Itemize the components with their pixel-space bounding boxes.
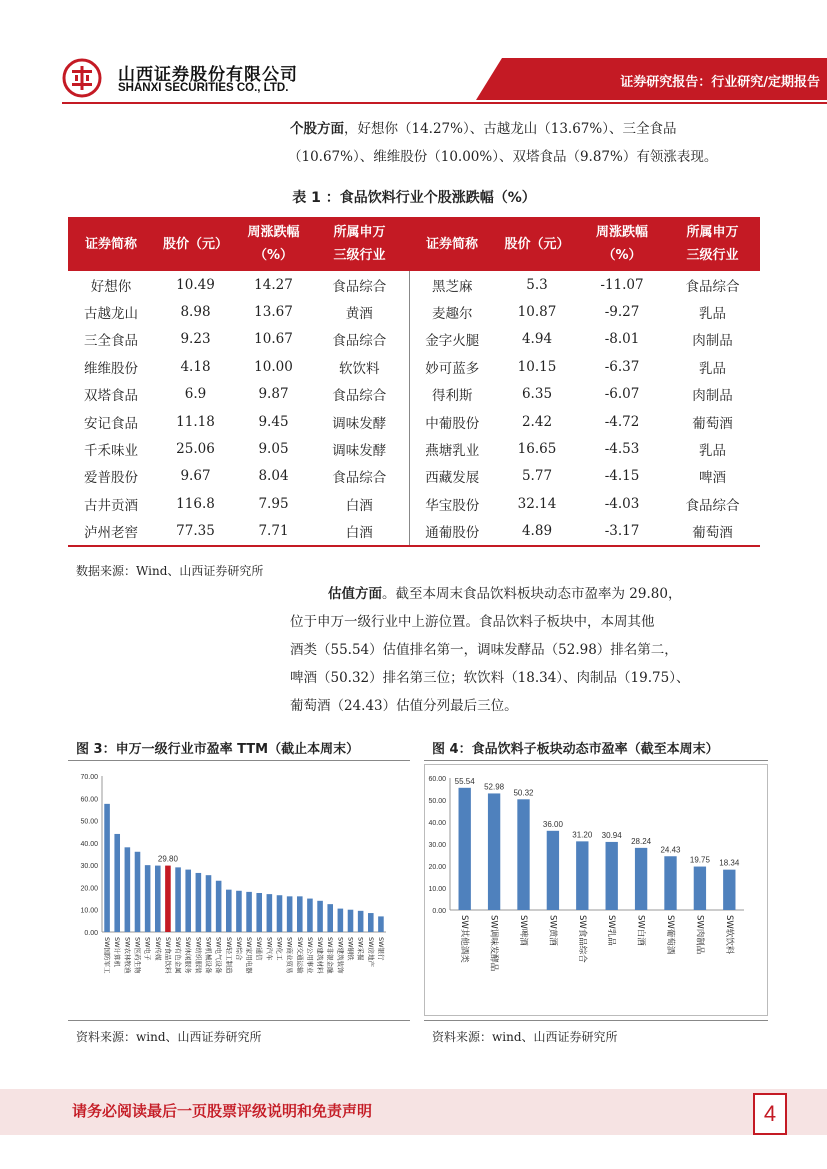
- table-cell: -6.07: [604, 386, 640, 403]
- chart-bar: [256, 893, 262, 932]
- category-label: SW建筑装饰: [336, 937, 345, 974]
- table-cell: 10.67: [254, 331, 293, 348]
- table-cell: 32.14: [517, 495, 557, 512]
- chart-bar: [236, 891, 242, 932]
- table-cell: 三全食品: [84, 333, 138, 350]
- category-label: SW通信: [255, 937, 264, 961]
- table-header-row: [68, 217, 760, 271]
- chart-bar: [297, 896, 303, 932]
- category-label: SW有色金属: [174, 937, 183, 974]
- category-label: SW非银金融: [326, 937, 335, 974]
- figure4-top-rule: [424, 760, 768, 761]
- chart-bar: [635, 848, 647, 910]
- table-cell: 116.8: [176, 495, 215, 512]
- table-cell: 食品综合: [685, 278, 740, 295]
- category-label: SW银行: [376, 937, 385, 961]
- table-cell: -3.17: [579, 518, 665, 546]
- table-cell: 9.87: [258, 386, 289, 403]
- category-label: SW葡萄酒: [665, 915, 675, 955]
- data-label: 52.98: [484, 782, 505, 792]
- chart-bar: [723, 870, 735, 910]
- header-rule: [62, 102, 827, 104]
- table-cell: 华宝股份: [425, 497, 480, 514]
- category-label: SW化工: [275, 937, 284, 961]
- chart-bar: [358, 911, 364, 932]
- figure4-bottom-rule: [424, 1020, 768, 1021]
- y-tick-label: 60.00: [428, 776, 446, 783]
- chart-bar: [196, 873, 202, 932]
- table-cell: -4.03: [604, 495, 640, 512]
- stock-paragraph: 个股方面，好想你（14.27%）、古越龙山（13.67%）、三全食品 （10.67%）、维维股份（10.00%）、双塔食品（9.87%）有领涨表现。: [288, 121, 718, 165]
- table-source: 数据来源：Wind、山西证券研究所: [76, 564, 264, 578]
- category-label: SW食品饮料: [163, 937, 172, 974]
- stock-change-table: [68, 217, 760, 547]
- table-cell: 调味发酵: [310, 408, 409, 435]
- table-cell: 2.42: [521, 413, 553, 430]
- chart-bar: [317, 901, 323, 932]
- y-tick-label: 60.00: [80, 796, 98, 804]
- table-cell: 肉制品: [692, 388, 733, 405]
- category-label: SW计算机: [113, 937, 122, 968]
- table-header-cell: 周涨跌幅 （%）: [579, 217, 665, 271]
- chart-bar: [226, 890, 232, 932]
- table-cell: 中葡股份: [425, 415, 480, 432]
- table-cell: -4.72: [604, 413, 640, 430]
- category-label: SW纺织服装: [194, 937, 203, 974]
- table-header-cell: 所属申万 三级行业: [665, 217, 760, 271]
- table-cell: 古井贡酒: [84, 497, 138, 514]
- paragraph-lead: 估值方面: [328, 586, 382, 602]
- data-label: 19.75: [689, 855, 710, 865]
- chart-bar: [694, 867, 706, 910]
- chart-frame: [425, 765, 768, 1016]
- table-row: [68, 408, 760, 435]
- chart-bar: [547, 831, 559, 910]
- chart-bar: [155, 866, 161, 932]
- company-logo-icon: [62, 58, 102, 98]
- figure3-top-rule: [68, 760, 410, 761]
- table-cell: 8.98: [180, 304, 211, 321]
- category-label: SW乳品: [606, 915, 617, 946]
- table-cell: 食品综合: [685, 497, 740, 514]
- table-header-cell: 周涨跌幅 （%）: [237, 217, 310, 271]
- table-cell: -11.07: [600, 276, 644, 293]
- company-name-cn: 山西证券股份有限公司: [118, 65, 298, 85]
- chart-bar: [606, 842, 618, 910]
- y-tick-label: 30.00: [428, 842, 446, 849]
- chart-bar: [277, 895, 283, 932]
- category-label: SW医药生物: [133, 937, 142, 974]
- table-cell: 食品综合: [310, 326, 409, 353]
- category-label: SW机械设备: [204, 937, 213, 974]
- table-cell: 食品综合: [310, 463, 409, 490]
- figure3-bottom-rule: [68, 1020, 410, 1021]
- chart-bar: [576, 841, 588, 910]
- table-row: [68, 490, 760, 517]
- y-tick-label: 50.00: [80, 818, 98, 826]
- y-tick-label: 0.00: [84, 930, 98, 937]
- category-label: SW电气设备: [214, 937, 223, 974]
- table-cell: 16.65: [517, 441, 557, 458]
- table-header-cell: 股价（元）: [154, 217, 237, 271]
- chart-bar: [267, 894, 273, 932]
- table-cell: 古越龙山: [84, 306, 138, 323]
- table-cell: -6.37: [604, 358, 640, 375]
- y-tick-label: 50.00: [428, 798, 446, 805]
- chart-bar: [175, 867, 181, 932]
- y-tick-label: 10.00: [80, 907, 98, 915]
- table-cell: 软饮料: [310, 353, 409, 380]
- category-label: SW白酒: [635, 915, 646, 946]
- table-caption: 表 1 ：食品饮料行业个股涨跌幅（%）: [292, 190, 536, 206]
- table-header-cell: 股价（元）: [495, 217, 579, 271]
- table-cell: 白酒: [310, 490, 409, 517]
- category-label: SW休闲服务: [184, 937, 193, 974]
- category-label: SW商业贸易: [285, 937, 294, 974]
- chart-bar: [114, 834, 120, 932]
- table-cell: 14.27: [254, 276, 293, 293]
- table-cell: 黑芝麻: [432, 278, 473, 295]
- chart-bar: [517, 799, 529, 910]
- table-cell: 千禾味业: [84, 443, 138, 460]
- data-label: 24.43: [660, 845, 681, 855]
- table-cell: -4.15: [604, 468, 640, 485]
- category-label: SW黄酒: [547, 915, 558, 946]
- table-cell: 7.95: [258, 495, 289, 512]
- data-label: 50.32: [513, 788, 534, 798]
- table-cell: 6.9: [184, 386, 207, 403]
- chart-bar: [378, 916, 384, 932]
- table-cell: 啤酒: [699, 470, 726, 487]
- data-label: 29.80: [157, 854, 178, 864]
- figure3-title: 图 3：申万一级行业市盈率 TTM（截止本周末）: [76, 742, 360, 757]
- table-cell: 10.15: [517, 358, 557, 375]
- table-cell: 泸州老窖: [68, 518, 154, 546]
- table-cell: 10.00: [254, 358, 293, 375]
- table-row: [68, 326, 760, 353]
- table-cell: 葡萄酒: [692, 415, 733, 432]
- category-label: SW调味发酵品: [488, 915, 499, 972]
- y-tick-label: 40.00: [428, 820, 446, 827]
- table-header-cell: 所属申万 三级行业: [310, 217, 409, 271]
- table-cell: 燕塘乳业: [425, 443, 480, 460]
- table-cell: 9.05: [258, 441, 289, 458]
- category-label: SW啤酒: [518, 915, 528, 946]
- category-label: SW农林牧渔: [123, 937, 132, 974]
- company-name-en: SHANXI SECURITIES CO., LTD.: [118, 82, 289, 94]
- chart-bar: [327, 904, 333, 932]
- table-cell: 金字火腿: [425, 333, 480, 350]
- category-label: SW传媒: [153, 937, 162, 961]
- chart-bar: [165, 866, 171, 932]
- data-label: 28.24: [631, 836, 652, 846]
- table-cell: 通葡股份: [409, 518, 495, 546]
- y-tick-label: 30.00: [80, 863, 98, 871]
- figure3-source: 资料来源：wind、山西证券研究所: [76, 1030, 262, 1044]
- category-label: SW房地产: [366, 937, 375, 968]
- food-beverage-pe-chart: [424, 764, 768, 1016]
- table-cell: 爱普股份: [84, 470, 138, 487]
- chart-bar: [125, 847, 131, 932]
- table-cell: 7.71: [237, 518, 310, 546]
- chart-bar: [338, 909, 344, 932]
- table-cell: 4.18: [180, 358, 211, 375]
- chart-bar: [287, 896, 293, 932]
- chart-bar: [368, 913, 374, 932]
- valuation-paragraph: 估值方面。截至本周末食品饮料板块动态市盈率为 29.80， 位于申万一级行业中上游位置。食品饮料子板块中，本周其他 酒类（55.54）估值排名第一，调味发酵品（52.98）排名第二， 啤酒（50.32）排名第三位；软饮料（18.34）、肉制品（19.75）、 葡萄酒（24.43）估值分列最后三位。: [290, 586, 690, 714]
- table-cell: 食品综合: [310, 271, 409, 298]
- data-label: 30.94: [601, 830, 622, 840]
- table-cell: 肉制品: [692, 333, 733, 350]
- report-type: 证券研究报告：行业研究/定期报告: [620, 75, 820, 90]
- table-row: [68, 271, 760, 298]
- table-cell: 11.18: [176, 413, 215, 430]
- table-cell: 黄酒: [310, 298, 409, 325]
- chart-bar: [135, 852, 141, 932]
- table-cell: 乳品: [699, 443, 726, 460]
- table-cell: 乳品: [699, 360, 726, 377]
- category-label: SW公用事业: [305, 937, 314, 974]
- category-label: SW轻工制造: [224, 937, 233, 974]
- category-label: SW电子: [143, 937, 152, 961]
- category-label: SW食品综合: [576, 915, 587, 963]
- table-cell: 麦趣尔: [432, 306, 473, 323]
- table-cell: -8.01: [604, 331, 640, 348]
- category-label: SW建筑材料: [316, 937, 325, 974]
- figure4-title: 图 4：食品饮料子板块动态市盈率（截至本周末）: [432, 742, 719, 757]
- category-label: SW钢铁: [346, 937, 355, 961]
- chart-bar: [216, 881, 222, 932]
- y-tick-label: 0.00: [432, 908, 446, 915]
- footer-disclaimer: 请务必阅读最后一页股票评级说明和免责声明: [72, 1102, 373, 1120]
- table-cell: 好想你: [90, 278, 132, 295]
- table-cell: 葡萄酒: [665, 518, 760, 546]
- chart-bar: [104, 804, 110, 932]
- table-cell: 9.45: [258, 413, 289, 430]
- data-label: 18.34: [719, 858, 740, 868]
- table-cell: -4.53: [604, 441, 640, 458]
- table-cell: 25.06: [176, 441, 215, 458]
- table-cell: 妙可蓝多: [425, 360, 480, 377]
- data-label: 31.20: [572, 830, 593, 840]
- chart-bar: [348, 910, 354, 932]
- category-label: SW其他酒类: [459, 915, 470, 963]
- y-tick-label: 70.00: [80, 774, 98, 781]
- y-tick-label: 20.00: [80, 885, 98, 893]
- table-row: [68, 353, 760, 380]
- table-cell: 10.49: [176, 276, 215, 293]
- table-row: [68, 298, 760, 325]
- figure4-source: 资料来源：wind、山西证券研究所: [432, 1030, 618, 1044]
- table-row: [68, 435, 760, 462]
- category-label: SW采掘: [356, 937, 365, 961]
- pe-ttm-industry-chart: [68, 764, 410, 1016]
- table-cell: 调味发酵: [310, 435, 409, 462]
- chart-bar: [307, 899, 313, 932]
- table-cell: 西藏发展: [425, 470, 480, 487]
- category-label: SW家用电器: [245, 937, 254, 974]
- chart-bar: [488, 793, 500, 910]
- table-cell: 5.77: [521, 468, 553, 485]
- paragraph-lead: 个股方面: [290, 121, 344, 137]
- page-number: 4: [753, 1093, 787, 1135]
- table-cell: 13.67: [254, 304, 293, 321]
- data-label: 55.54: [454, 776, 475, 786]
- table-header-cell: 证券简称: [409, 217, 495, 271]
- table-cell: 食品综合: [310, 381, 409, 408]
- table-row: [68, 518, 760, 546]
- y-tick-label: 40.00: [80, 840, 98, 848]
- table-cell: 安记食品: [84, 415, 138, 432]
- table-cell: 4.94: [521, 331, 553, 348]
- category-label: SW国防军工: [103, 937, 112, 974]
- table-cell: 双塔食品: [84, 388, 138, 405]
- table-cell: 9.67: [180, 468, 211, 485]
- table-cell: 乳品: [699, 306, 726, 323]
- table-body: [68, 271, 760, 546]
- category-label: SW肉制品: [694, 915, 705, 955]
- category-label: SW软饮料: [723, 915, 734, 955]
- table-cell: -9.27: [604, 304, 640, 321]
- category-label: SW综合: [234, 937, 243, 961]
- table-cell: 4.89: [495, 518, 579, 546]
- category-label: SW汽车: [265, 937, 274, 961]
- y-tick-label: 20.00: [428, 864, 446, 871]
- table-cell: 77.35: [154, 518, 237, 546]
- chart-bar: [664, 856, 676, 910]
- table-cell: 白酒: [310, 518, 409, 546]
- chart-bar: [246, 892, 252, 932]
- category-label: SW交通运输: [295, 937, 304, 974]
- table-row: [68, 463, 760, 490]
- table-cell: 5.3: [526, 276, 548, 293]
- table-row: [68, 381, 760, 408]
- table-cell: 得利斯: [432, 388, 473, 405]
- table-cell: 8.04: [258, 468, 289, 485]
- table-cell: 9.23: [180, 331, 211, 348]
- chart-bar: [145, 865, 151, 932]
- data-label: 36.00: [542, 819, 563, 829]
- table-cell: 6.35: [521, 386, 553, 403]
- table-cell: 10.87: [517, 304, 557, 321]
- chart-bar: [206, 875, 212, 932]
- chart-bar: [459, 788, 471, 910]
- y-tick-label: 10.00: [428, 886, 446, 893]
- table-header-cell: 证券简称: [68, 217, 154, 271]
- table-cell: 维维股份: [84, 360, 138, 377]
- chart-bar: [185, 870, 191, 932]
